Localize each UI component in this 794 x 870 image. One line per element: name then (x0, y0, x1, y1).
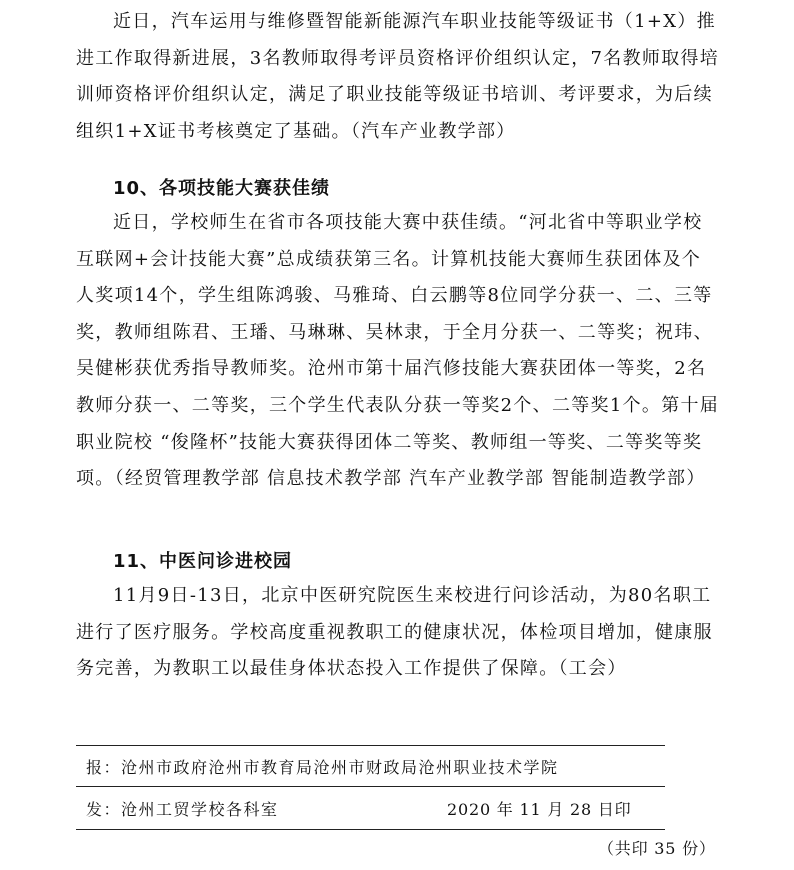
footer-copies: （共印 35 份） (598, 839, 716, 858)
section10-heading: 10、各项技能大赛获佳绩 (113, 178, 331, 199)
footer-print-date: 2020 年 11 月 28 日印 (447, 800, 632, 819)
footer-report-to: 报：沧州市政府沧州市教育局沧州市财政局沧州职业技术学院 (86, 758, 559, 777)
footer-bottom-rule (76, 829, 665, 830)
footer-middle-rule (76, 786, 665, 787)
section11-paragraph: 11月9日-13日，北京中医研究院医生来校进行问诊活动，为80名职工进行了医疗服务。学校高度重视教职工的健康状况，体检项目增加，健康服务完善，为教职工以最佳身体状态投入工作提供了保障。（工会） (76, 585, 713, 680)
section9-paragraph: 近日，汽车运用与维修暨智能新能源汽车职业技能等级证书（1+X）推进工作取得新进展，3名教师取得考评员资格评价组织认定，7名教师取得培训师资格评价组织认定，满足了职业技能等级证书培训、考评要求，为后续组织1+X证书考核奠定了基础。（汽车产业教学部） (76, 11, 720, 142)
footer-top-rule (76, 745, 665, 746)
section11-heading: 11、中医问诊进校园 (113, 551, 293, 572)
section10-paragraph: 近日，学校师生在省市各项技能大赛中获佳绩。“河北省中等职业学校互联网+会计技能大赛”总成绩获第三名。计算机技能大赛师生获团体及个人奖项14个，学生组陈鸿骏、马雅琦、白云鹏等8位同学分获一、二、三等奖，教师组陈君、王璠、马琳琳、吴林隶，于全月分获一、二等奖；祝玮、吴健彬获优秀指导教师奖。沧州市第十届汽修技能大赛获团体一等奖，2名教师分获一、二等奖，三个学生代表队分获一等奖2个、二等奖1个。第十届职业院校 “俊隆杯”技能大赛获得团体二等奖、教师组一等奖、二等奖等奖项。（经贸管理教学部 信息技术教学部 汽车产业教学部 智能制造教学部） (76, 212, 720, 490)
footer-send-to: 发：沧州工贸学校各科室 (86, 800, 279, 819)
